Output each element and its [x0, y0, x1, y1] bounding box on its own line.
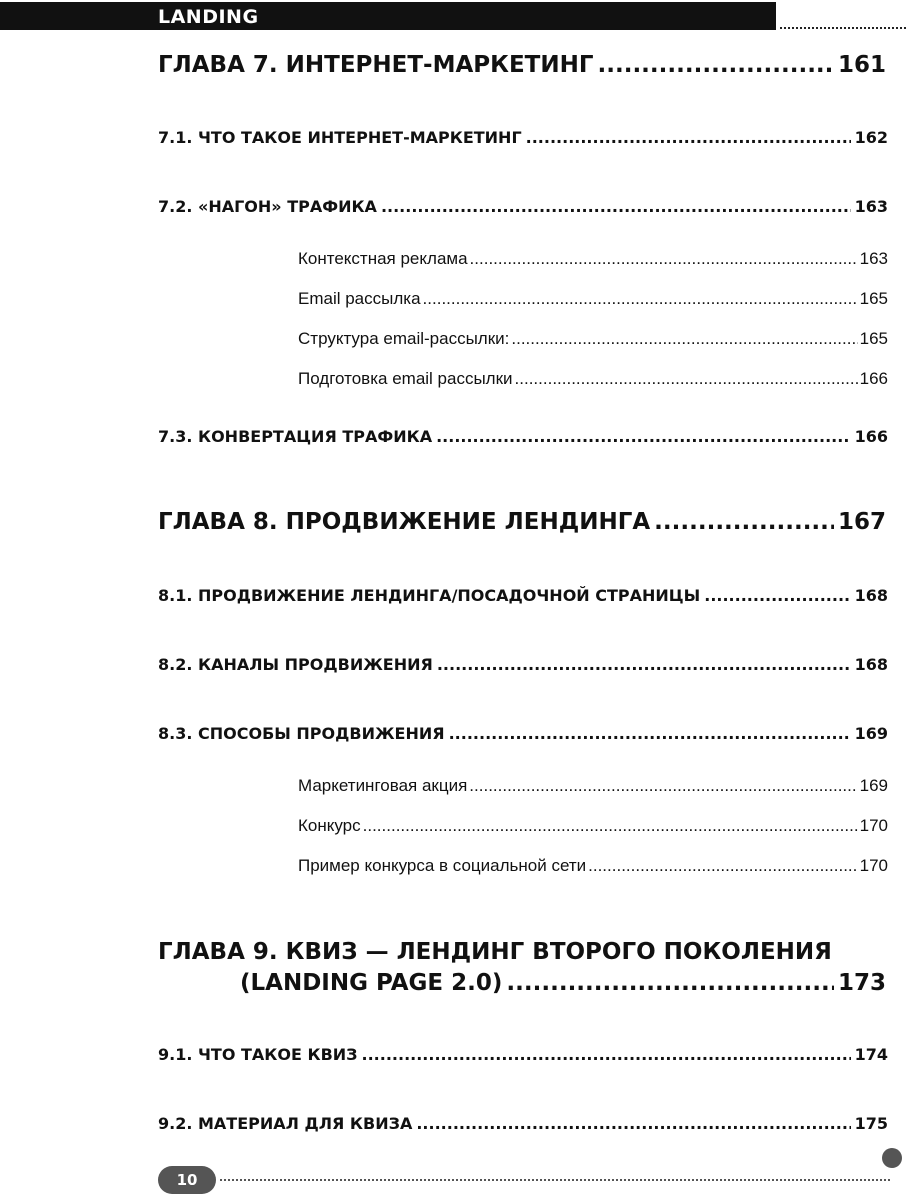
toc-leader-dots: [704, 586, 850, 605]
toc-page-number: 165: [859, 289, 888, 308]
toc-leader-dots: [515, 369, 858, 389]
toc-leader-dots: [654, 509, 834, 535]
toc-page-number: 166: [854, 427, 888, 446]
toc-leader-dots: [437, 655, 851, 674]
footer-dot-ornament: [882, 1148, 902, 1168]
toc-chapter-8[interactable]: [158, 509, 886, 535]
footer-dotted-rule: [220, 1179, 890, 1181]
toc-section-7-1[interactable]: [158, 128, 888, 147]
toc-page-number: 170: [859, 816, 888, 835]
toc-page-number: 168: [854, 655, 888, 674]
toc-page-number: 173: [837, 970, 886, 996]
toc-chapter-7[interactable]: [158, 52, 886, 78]
toc-leader-dots: [511, 329, 857, 349]
toc-leader-dots: [449, 724, 851, 743]
toc-leader-dots: [436, 427, 851, 446]
toc-entry-title: 8.1. ПРОДВИЖЕНИЕ ЛЕНДИНГА/ПОСАДОЧНОЙ СТРАНИЦЫ: [158, 586, 701, 605]
toc-page-number: 169: [854, 724, 888, 743]
toc-sub-email-structure[interactable]: [298, 329, 888, 349]
toc-entry-title: ГЛАВА 7. ИНТЕРНЕТ-МАРКЕТИНГ: [158, 52, 594, 78]
toc-page-number: 168: [854, 586, 888, 605]
toc-chapter-9-title-line1[interactable]: ГЛАВА 9. КВИЗ — ЛЕНДИНГ ВТОРОГО ПОКОЛЕНИЯ: [158, 939, 832, 965]
toc-page-number: 163: [854, 197, 888, 216]
toc-leader-dots: [470, 249, 858, 269]
toc-leader-dots: [363, 816, 858, 836]
running-header-title: LANDING: [158, 6, 259, 28]
toc-section-8-1[interactable]: [158, 586, 888, 605]
toc-page-number: 175: [854, 1114, 888, 1133]
toc-page-number: 169: [859, 776, 888, 795]
toc-sub-social-contest[interactable]: [298, 856, 888, 876]
toc-entry-title: ГЛАВА 8. ПРОДВИЖЕНИЕ ЛЕНДИНГА: [158, 509, 651, 535]
toc-page-number: 163: [859, 249, 888, 268]
toc-sub-marketing-promo[interactable]: [298, 776, 888, 796]
toc-page-number: 166: [859, 369, 888, 388]
toc-page-number: 174: [854, 1045, 888, 1064]
running-header-bar: [0, 2, 776, 30]
toc-leader-dots: [588, 856, 857, 876]
toc-section-7-2[interactable]: [158, 197, 888, 216]
toc-entry-title: Маркетинговая акция: [298, 776, 468, 795]
toc-entry-title: Структура email-рассылки:: [298, 329, 510, 348]
toc-page-number: 170: [859, 856, 888, 875]
toc-leader-dots: [423, 289, 858, 309]
toc-entry-title: Конкурс: [298, 816, 361, 835]
toc-sub-email-prep[interactable]: [298, 369, 888, 389]
toc-leader-dots: [506, 970, 834, 996]
toc-sub-email[interactable]: [298, 289, 888, 309]
toc-sub-contest[interactable]: [298, 816, 888, 836]
toc-sub-context-ads[interactable]: [298, 249, 888, 269]
toc-section-9-2[interactable]: [158, 1114, 888, 1133]
toc-leader-dots: [381, 197, 851, 216]
toc-entry-title: 7.2. «НАГОН» ТРАФИКА: [158, 197, 377, 216]
toc-leader-dots: [416, 1114, 850, 1133]
toc-leader-dots: [362, 1045, 851, 1064]
toc-page-number: 161: [837, 52, 886, 78]
toc-leader-dots: [598, 52, 834, 78]
toc-entry-title: (LANDING PAGE 2.0): [240, 970, 503, 996]
toc-entry-title: 9.1. ЧТО ТАКОЕ КВИЗ: [158, 1045, 358, 1064]
toc-section-8-3[interactable]: [158, 724, 888, 743]
toc-entry-title: 9.2. МАТЕРИАЛ ДЛЯ КВИЗА: [158, 1114, 413, 1133]
toc-entry-title: Email рассылка: [298, 289, 421, 308]
toc-entry-title: Контекстная реклама: [298, 249, 468, 268]
toc-leader-dots: [526, 128, 851, 147]
toc-page-number: 165: [859, 329, 888, 348]
toc-entry-title: 7.3. КОНВЕРТАЦИЯ ТРАФИКА: [158, 427, 433, 446]
toc-entry-title: 8.3. СПОСОБЫ ПРОДВИЖЕНИЯ: [158, 724, 445, 743]
toc-section-7-3[interactable]: [158, 427, 888, 446]
toc-page-number: 167: [837, 509, 886, 535]
footer-page-number: 10: [158, 1166, 216, 1194]
header-dotted-rule: [780, 27, 906, 29]
toc-section-9-1[interactable]: [158, 1045, 888, 1064]
toc-entry-title: Подготовка email рассылки: [298, 369, 513, 388]
toc-entry-title: 7.1. ЧТО ТАКОЕ ИНТЕРНЕТ-МАРКЕТИНГ: [158, 128, 522, 147]
toc-leader-dots: [469, 776, 857, 796]
toc-entry-title: Пример конкурса в социальной сети: [298, 856, 587, 875]
toc-chapter-9[interactable]: [240, 970, 886, 996]
toc-page-number: 162: [854, 128, 888, 147]
toc-entry-title: 8.2. КАНАЛЫ ПРОДВИЖЕНИЯ: [158, 655, 433, 674]
toc-section-8-2[interactable]: [158, 655, 888, 674]
